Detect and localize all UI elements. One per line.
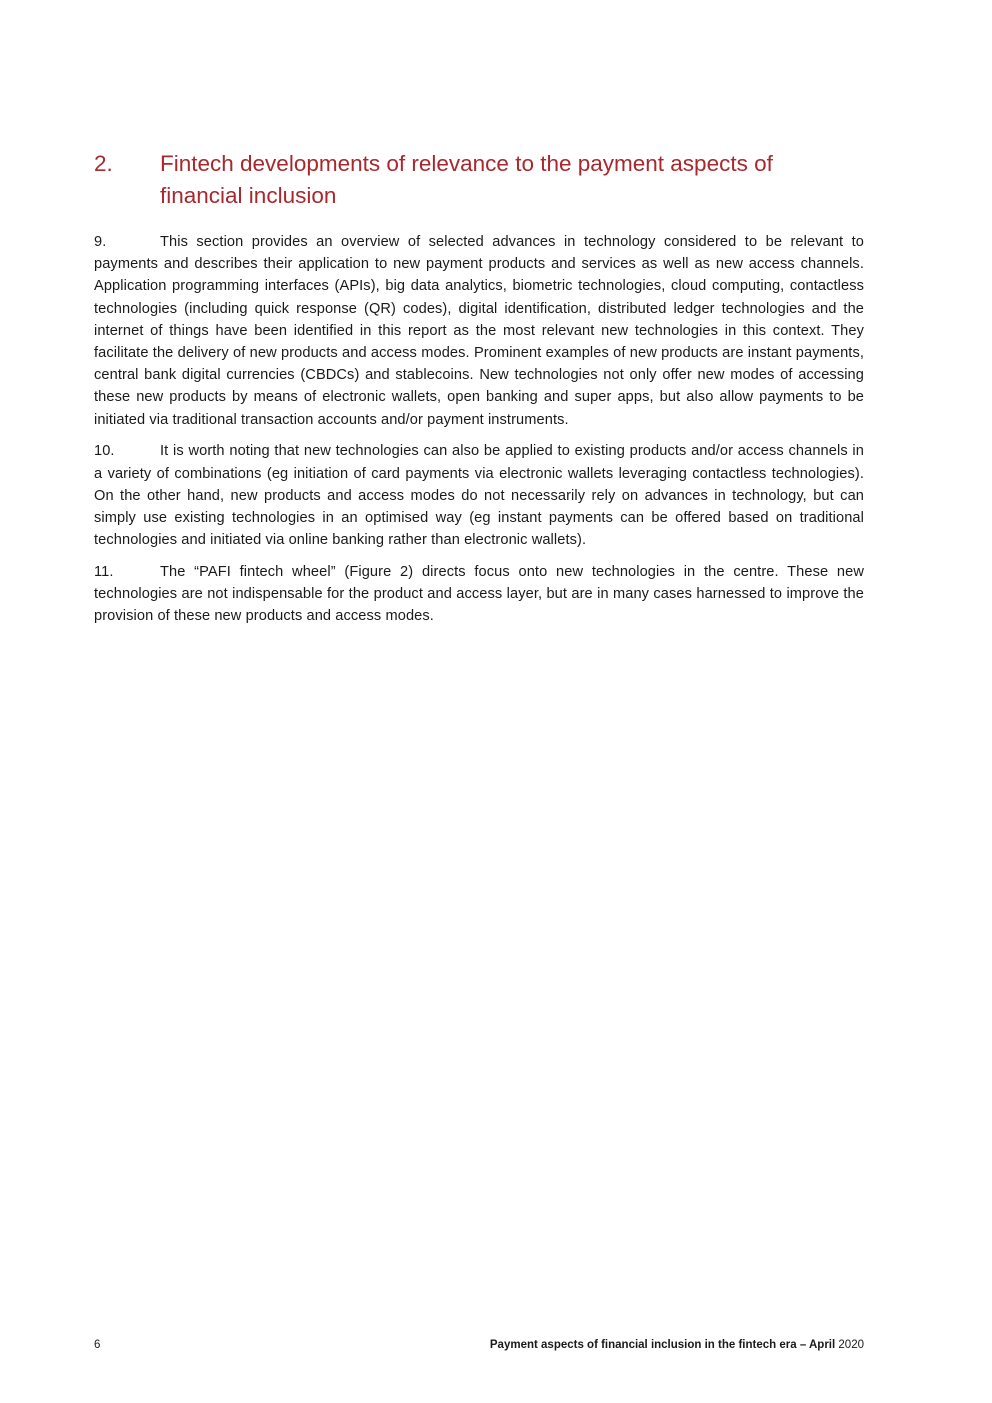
paragraph-text: This section provides an overview of selected advances in technology considered to be relevant to payments and describes their application to new payment products and services as well as new access channels. Application programming interfaces (APIs), big data analytics, biometric technologies, cloud computing, contactless technologies (including quick response (QR) codes), digital identification, distributed ledger technologies and the internet of things have been identified in this report as the most relevant new technologies in this context. They facilitate the delivery of new products and access modes. Prominent examples of new products are instant payments, central bank digital currencies (CBDCs) and stablecoins. New technologies not only offer new modes of accessing these new products by means of electronic wallets, open banking and super apps, but also allow payments to be initiated via traditional transaction accounts and/or payment instruments. — [94, 234, 864, 428]
section-title: Fintech developments of relevance to the payment aspects of financial inclusion — [160, 151, 773, 208]
report-title: Payment aspects of financial inclusion in the fintech era – April — [489, 1339, 836, 1351]
paragraph-number: 10. — [94, 443, 115, 460]
page-footer — [94, 1337, 864, 1353]
paragraph-9 — [94, 231, 864, 431]
body-text — [94, 231, 864, 637]
paragraph-text: It is worth noting that new technologies can also be applied to existing products and/or access channels in a variety of combinations (eg initiation of card payments via electronic wallets leveraging contactless technologies). On the other hand, new products and access modes do not necessarily rely on advances in technology, but can simply use existing technologies in an optimised way (eg instant payments can be offered based on traditional technologies and initiated via online banking rather than electronic wallets). — [94, 443, 864, 549]
paragraph-text: The “PAFI fintech wheel” (Figure 2) directs focus onto new technologies in the centre. These new technologies are not indispensable for the product and access layer, but are in many cases harnessed to improve the provision of these new products and access modes. — [94, 563, 864, 625]
page-number: 6 — [94, 1339, 101, 1351]
section-number: 2. — [94, 151, 113, 176]
paragraph-10 — [94, 440, 864, 551]
paragraph-11 — [94, 561, 864, 628]
report-year: 2020 — [838, 1339, 864, 1351]
paragraph-number: 11. — [94, 563, 114, 580]
section-heading — [94, 148, 834, 212]
paragraph-number: 9. — [94, 234, 107, 250]
footer-title-line — [490, 1337, 864, 1353]
